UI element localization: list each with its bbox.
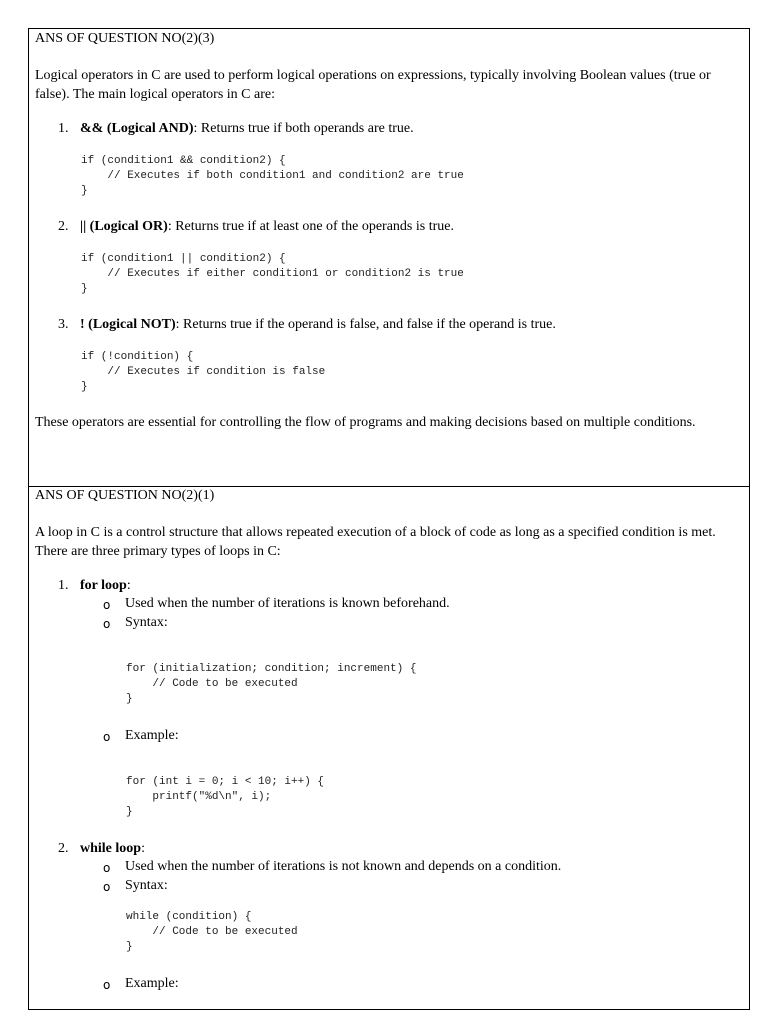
list-item-not <box>80 316 556 334</box>
term-description: : Returns true if at least one of the operands is true. <box>167 219 454 234</box>
code-line: for (initialization; condition; increment) { <box>126 663 417 675</box>
intro-paragraph: Logical operators in C are used to perform logical operations on expressions, typically involving Boolean values (true or false). The main logical operators in C are: <box>35 68 711 102</box>
code-block-for-example <box>126 775 324 820</box>
code-line: } <box>126 941 133 953</box>
code-line: if (condition1 && condition2) { <box>81 155 286 167</box>
list-number: 2. <box>58 841 69 856</box>
term-while-loop: while loop <box>80 841 142 856</box>
term-logical-or: || (Logical OR) <box>80 219 168 234</box>
intro-paragraph: A loop in C is a control structure that allows repeated execution of a block of code as long as a specified condition is met. There are three primary types of loops in C: <box>35 525 716 559</box>
term-description: : Returns true if the operand is false, and false if the operand is true. <box>175 317 556 332</box>
term-description: : Returns true if both operands are true. <box>193 121 414 136</box>
code-line: // Executes if either condition1 or condition2 is true <box>81 268 464 280</box>
section-heading: ANS OF QUESTION NO(2)(1) <box>35 488 215 503</box>
answer-box-q2-3 <box>28 28 750 487</box>
closing-paragraph: These operators are essential for controlling the flow of programs and making decisions based on multiple conditions. <box>35 415 696 430</box>
code-line: if (!condition) { <box>81 351 194 363</box>
bullet-icon: o <box>103 978 111 992</box>
list-item-or <box>80 218 454 236</box>
code-block-and <box>81 154 464 199</box>
bullet-text: Used when the number of iterations is not known and depends on a condition. <box>125 859 562 874</box>
code-block-or <box>81 252 464 297</box>
list-number: 1. <box>58 578 69 593</box>
bullet-text: Example: <box>125 728 179 743</box>
code-line: } <box>81 283 88 295</box>
list-item-and <box>80 120 414 138</box>
bullet-icon: o <box>103 730 111 744</box>
code-line: } <box>81 185 88 197</box>
bullet-text: Syntax: <box>125 615 168 630</box>
bullet-icon: o <box>103 861 111 875</box>
term-colon: : <box>141 841 145 856</box>
term-logical-not: ! (Logical NOT) <box>80 317 176 332</box>
list-number: 1. <box>58 121 69 136</box>
code-line: while (condition) { <box>126 911 252 923</box>
code-line: // Code to be executed <box>126 678 298 690</box>
code-line: printf("%d\n", i); <box>126 791 272 803</box>
bullet-icon: o <box>103 617 111 631</box>
code-line: } <box>126 693 133 705</box>
code-block-for-syntax <box>126 662 416 707</box>
code-line: // Executes if condition is false <box>81 366 326 378</box>
list-item-while-loop <box>80 840 145 858</box>
term-logical-and: && (Logical AND) <box>80 121 194 136</box>
term-colon: : <box>126 578 131 593</box>
code-line: // Code to be executed <box>126 926 298 938</box>
bullet-text: Syntax: <box>125 878 168 893</box>
list-item-for-loop <box>80 577 131 595</box>
code-line: // Executes if both condition1 and condition2 are true <box>81 170 464 182</box>
bullet-icon: o <box>103 880 111 894</box>
term-for-loop: for loop <box>80 578 127 593</box>
section-heading: ANS OF QUESTION NO(2)(3) <box>35 31 215 46</box>
list-number: 3. <box>58 317 69 332</box>
list-number: 2. <box>58 219 69 234</box>
code-line: } <box>126 806 133 818</box>
code-line: if (condition1 || condition2) { <box>81 253 286 265</box>
bullet-text: Example: <box>125 976 179 991</box>
code-block-not <box>81 350 325 395</box>
code-block-while-syntax <box>126 910 298 955</box>
answer-box-q2-1 <box>28 486 750 1010</box>
code-line: for (int i = 0; i < 10; i++) { <box>126 776 325 788</box>
bullet-text: Used when the number of iterations is known beforehand. <box>125 596 450 611</box>
bullet-icon: o <box>103 598 111 612</box>
code-line: } <box>81 381 88 393</box>
